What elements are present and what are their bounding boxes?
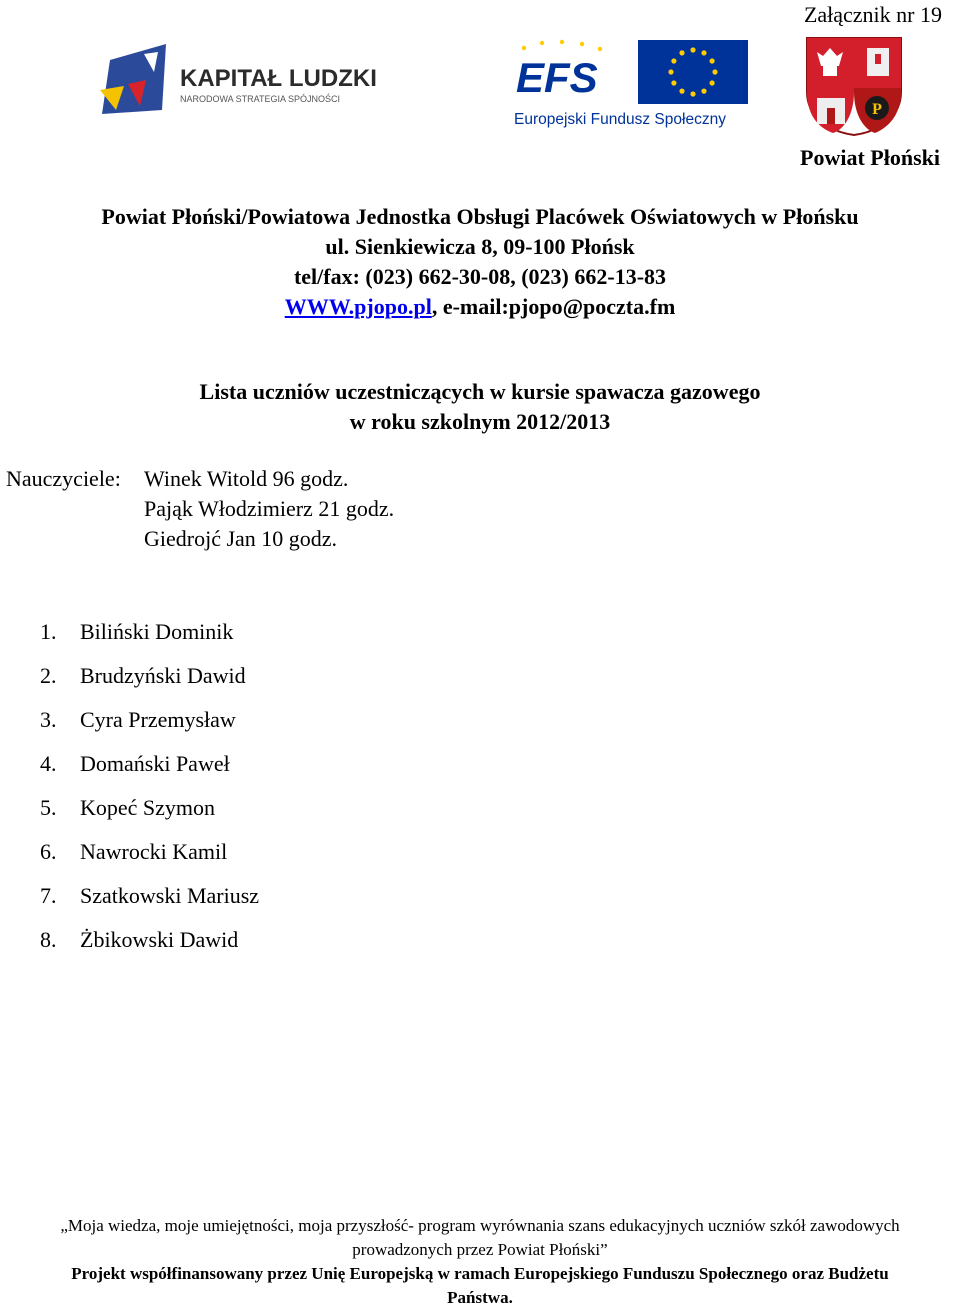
teacher-entry: Winek Witold 96 godz. [144, 466, 349, 491]
list-item [40, 698, 259, 742]
coat-of-arms-icon [805, 36, 903, 136]
eu-star-icon [690, 47, 695, 52]
teacher-entry: Giedrojć Jan 10 godz. [144, 526, 338, 551]
footer [0, 1214, 960, 1310]
institution-name: Powiat Płoński/Powiatowa Jednostka Obsługi Placówek Oświatowych w Płońsku [101, 204, 859, 229]
students-list [40, 610, 259, 962]
student-name: Nawrocki Kamil [80, 839, 228, 864]
eu-star-icon [710, 58, 715, 63]
eu-star-icon [679, 89, 684, 94]
list-item [40, 610, 259, 654]
kapital-ludzki-subtitle: NARODOWA STRATEGIA SPÓJNOŚCI [180, 94, 341, 104]
kapital-ludzki-title: KAPITAŁ LUDZKI [180, 65, 377, 92]
teachers-section [6, 464, 394, 554]
eu-star-icon [701, 89, 706, 94]
footer-cofinancing: Projekt współfinansowany przez Unię Europejską w ramach Europejskiego Funduszu Społecznego oraz Budżetu [71, 1264, 889, 1283]
footer-program-cont: prowadzonych przez Powiat Płoński” [352, 1240, 608, 1259]
student-name: Domański Paweł [80, 751, 230, 776]
efs-logo [510, 34, 760, 134]
institution-header [0, 202, 960, 322]
student-name: Cyra Przemysław [80, 707, 236, 732]
efs-mark: EFS [516, 54, 598, 101]
eu-star-icon [679, 50, 684, 55]
student-name: Brudzyński Dawid [80, 663, 246, 688]
teacher-entry: Pająk Włodzimierz 21 godz. [144, 496, 395, 521]
item-number: 4. [40, 751, 57, 776]
item-number: 8. [40, 927, 57, 952]
institution-address: ul. Sienkiewicza 8, 09-100 Płońsk [325, 234, 635, 259]
eu-star-icon [671, 58, 676, 63]
student-name: Szatkowski Mariusz [80, 883, 260, 908]
item-number: 3. [40, 707, 57, 732]
teachers-label: Nauczyciele: [6, 466, 121, 491]
eu-star-icon [712, 69, 717, 74]
student-name: Kopeć Szymon [80, 795, 216, 820]
student-name: Żbikowski Dawid [80, 927, 239, 952]
item-number: 5. [40, 795, 57, 820]
attachment-number: Załącznik nr 19 [803, 2, 942, 27]
list-item [40, 786, 259, 830]
eu-star-icon [668, 69, 673, 74]
kapital-ludzki-logo [88, 44, 408, 126]
list-title-line2: w roku szkolnym 2012/2013 [349, 409, 611, 434]
institution-contact [0, 292, 960, 322]
item-number: 2. [40, 663, 57, 688]
website-link[interactable]: WWW.pjopo.pl [284, 294, 432, 319]
institution-phone: tel/fax: (023) 662-30-08, (023) 662-13-83 [293, 264, 667, 289]
efs-name: Europejski Fundusz Społeczny [514, 111, 726, 128]
list-title [0, 377, 960, 437]
powiat-label: Powiat Płoński [800, 145, 940, 170]
list-item [40, 742, 259, 786]
list-item [40, 918, 259, 962]
eu-star-icon [671, 80, 676, 85]
svg-text:P: P [872, 101, 882, 118]
eu-star-icon [701, 50, 706, 55]
student-name: Biliński Dominik [80, 619, 234, 644]
item-number: 1. [40, 619, 57, 644]
footer-program: „Moja wiedza, moje umiejętności, moja przyszłość- program wyrównania szans edukacyjnych uczniów szkół zawodowych [60, 1216, 900, 1235]
item-number: 7. [40, 883, 57, 908]
list-title-line1: Lista uczniów uczestniczących w kursie spawacza gazowego [199, 379, 761, 404]
eu-star-icon [710, 80, 715, 85]
list-item [40, 654, 259, 698]
item-number: 6. [40, 839, 57, 864]
eu-star-icon [690, 91, 695, 96]
list-item [40, 830, 259, 874]
list-item [40, 874, 259, 918]
email-text: , e-mail:pjopo@poczta.fm [431, 294, 676, 319]
footer-cofinancing-cont: Państwa. [447, 1288, 513, 1307]
